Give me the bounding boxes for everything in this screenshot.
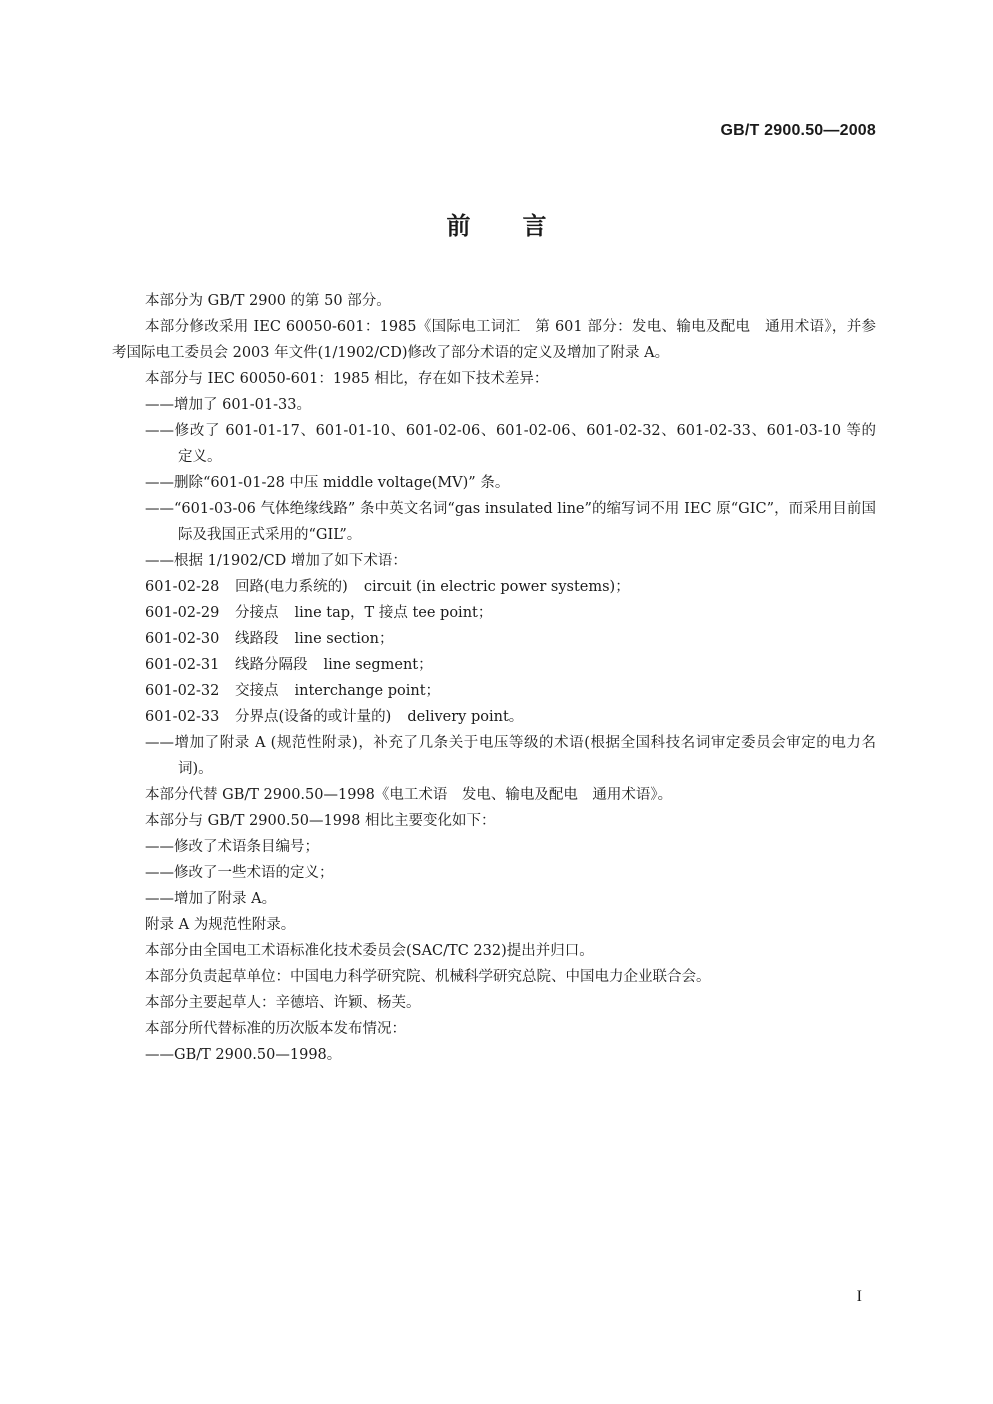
term-english: delivery point。	[407, 709, 524, 725]
list-item: ——增加了附录 A (规范性附录)，补充了几条关于电压等级的术语(根据全国科技名词审定委员会审定的电力名词)。	[145, 735, 876, 777]
term-chinese: 分接点	[235, 605, 279, 621]
term-chinese: 回路(电力系统的)	[235, 579, 348, 595]
term-row	[112, 600, 876, 626]
term-english: line tap，T 接点 tee point；	[294, 605, 493, 621]
list-item: ——增加了附录 A。	[145, 891, 277, 907]
page-number: I	[856, 1288, 862, 1305]
term-english: line section；	[294, 631, 394, 647]
term-row	[112, 626, 876, 652]
paragraph: 本部分负责起草单位：中国电力科学研究院、机械科学研究总院、中国电力企业联合会。	[145, 969, 711, 985]
list-item: ——修改了一些术语的定义；	[145, 865, 334, 881]
term-row	[112, 574, 876, 600]
term-chinese: 线路分隔段	[235, 657, 308, 673]
term-code: 601-02-30	[145, 631, 220, 647]
paragraph: 本部分与 IEC 60050-601：1985 相比，存在如下技术差异：	[145, 371, 549, 387]
term-code: 601-02-31	[145, 657, 220, 673]
paragraph: 本部分主要起草人：辛德培、许颖、杨芙。	[145, 995, 421, 1011]
document-body	[112, 288, 876, 1068]
paragraph: 本部分为 GB/T 2900 的第 50 部分。	[145, 293, 391, 309]
list-item: ——增加了 601-01-33。	[145, 397, 311, 413]
list-item: ——根据 1/1902/CD 增加了如下术语：	[145, 553, 407, 569]
list-item: ——“601-03-06 气体绝缘线路” 条中英文名词“gas insulated line”的缩写词不用 IEC 原“GIC”，而采用目前国际及我国正式采用的“GIL”。	[145, 501, 876, 543]
term-row	[112, 678, 876, 704]
term-code: 601-02-29	[145, 605, 220, 621]
paragraph: 本部分修改采用 IEC 60050-601：1985《国际电工词汇 第 601 部分：发电、输电及配电 通用术语》，并参考国际电工委员会 2003 年文件(1/1902/CD)修改了部分术语的定义及增加了附录 A。	[112, 319, 876, 361]
standard-code: GB/T 2900.50—2008	[720, 122, 876, 139]
paragraph: 附录 A 为规范性附录。	[145, 917, 296, 933]
term-chinese: 分界点(设备的或计量的)	[235, 709, 392, 725]
term-code: 601-02-33	[145, 709, 220, 725]
term-chinese: 交接点	[235, 683, 279, 699]
term-english: circuit (in electric power systems)；	[363, 579, 630, 595]
term-row	[112, 704, 876, 730]
term-chinese: 线路段	[235, 631, 279, 647]
paragraph: 本部分与 GB/T 2900.50—1998 相比主要变化如下：	[145, 813, 496, 829]
paragraph: 本部分代替 GB/T 2900.50—1998《电工术语 发电、输电及配电 通用术语》。	[145, 787, 673, 803]
term-english: line segment；	[323, 657, 433, 673]
page-title: 前言	[446, 212, 599, 240]
list-item: ——修改了 601-01-17、601-01-10、601-02-06、601-02-06、601-02-32、601-02-33、601-03-10 等的定义。	[145, 423, 876, 465]
list-item: ——删除“601-01-28 中压 middle voltage(MV)” 条。	[145, 475, 510, 491]
term-english: interchange point；	[294, 683, 441, 699]
list-item: ——修改了术语条目编号；	[145, 839, 319, 855]
paragraph: 本部分所代替标准的历次版本发布情况：	[145, 1021, 406, 1037]
list-item: ——GB/T 2900.50—1998。	[145, 1047, 342, 1063]
paragraph: 本部分由全国电工术语标准化技术委员会(SAC/TC 232)提出并归口。	[145, 943, 594, 959]
term-row	[112, 652, 876, 678]
term-code: 601-02-28	[145, 579, 220, 595]
term-code: 601-02-32	[145, 683, 220, 699]
